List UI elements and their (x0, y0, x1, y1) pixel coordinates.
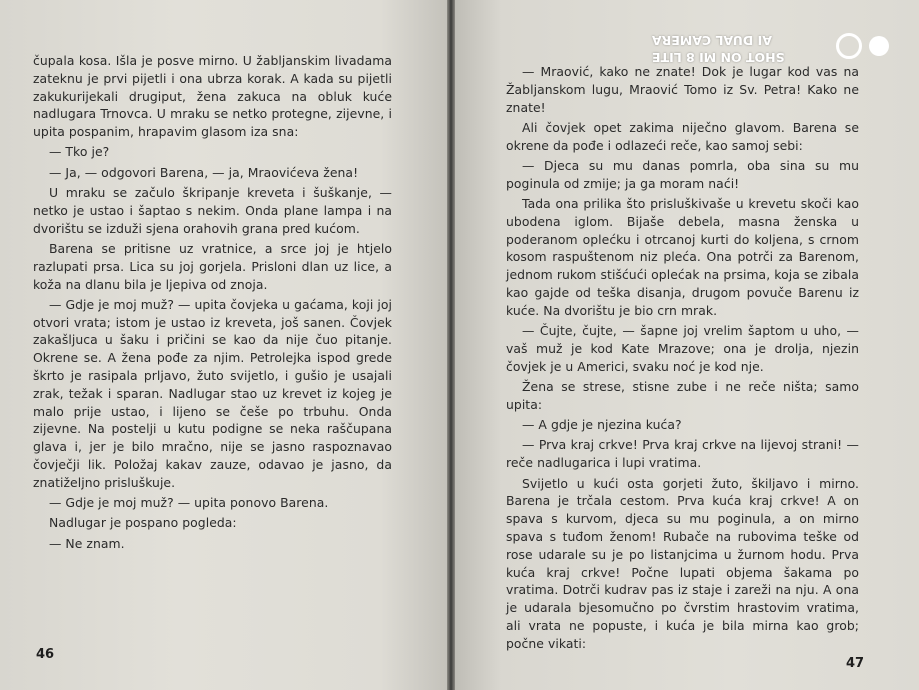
camera-lens-dot-icon (869, 36, 889, 56)
paragraph: — Gdje je moj muž? — upita ponovo Barena. (49, 495, 329, 511)
watermark-line-1: SHOT ON MI 8 LITE (652, 50, 785, 65)
paragraph: — Mraović, kako ne znate! Dok je lugar kod vas na Žabljanskom lugu, Mraović Tomo iz Sv. Petra! Kako ne znate! (506, 64, 859, 115)
page-number-left: 46 (36, 647, 55, 662)
paragraph: U mraku se začulo škripanje kreveta i šuškanje, — netko je ustao i šaptao s nekim. Onda plane lampa i na dvorištu se izduži sjena orahovih grana pred kućom. (33, 185, 392, 236)
book-gutter (447, 0, 455, 690)
paragraph: — Čujte, čujte, — šapne joj vrelim šaptom u uho, — vaš muž je kod Kate Mrazove; ona je drolja, njezin čovjek je u Americi, svaku noć je kod nje. (506, 323, 859, 374)
paragraph: Svijetlo u kući osta gorjeti žuto, škiljavo i mirno. Barena je trčala cestom. Prva kuća kraj crkve! A on spava s kurvom, djeca su mu poginula, a on mirno spava s tuđom ženom! Rubače na rubovima teške od rose udarale su je po listanjcima u žurnom hodu. Prva kuća kraj crkve! Počne lupati objema šakama po vratima. Dotrči kudrav pas iz staje i zareži na nju. A ona je udarala bjesomučno po čvrstim hrastovim vratima, ali vrata ne popuste, i kuća je bila mirna kao grob; počne vikati: (506, 475, 859, 651)
paragraph: Žena se strese, stisne zube i ne reče ništa; samo upita: (506, 379, 859, 412)
paragraph: — Ja, — odgovori Barena, — ja, Mraovićeva žena! (49, 164, 359, 180)
camera-watermark (652, 32, 858, 66)
paragraph: — Tko je? (49, 144, 110, 160)
paragraph: — Prva kraj crkve! Prva kraj crkve na lijevoj strani! — reče nadlugarica i lupi vratima. (506, 437, 859, 471)
camera-lens-ring-icon (836, 33, 862, 59)
paragraph: Barena se pritisne uz vratnice, a srce joj je htjelo razlupati prsa. Lica su joj gorjela. Prisloni dlan uz lice, a koža na dlanu bila je ljepiva od znoja. (33, 240, 392, 292)
paragraph: — Ne znam. (49, 535, 125, 551)
paragraph: čupala kosa. Išla je posve mirno. U žabljanskim livadama zateknu je prvi pijetli i ona ubrza korak. A kada su pijetli zakukurijekali drugiput, žena zakuca na obluk kuće nadlugara Trnovca. U mraku se netko protegne, zijevne, i upita pospanim, hrapavim glasom iza sna: (33, 53, 392, 140)
page-number-right: 47 (846, 656, 865, 671)
paragraph: Ali čovjek opet zakima niječno glavom. Barena se okrene da pođe i odlazeći reče, kao samoj sebi: (506, 119, 859, 153)
left-page-text (33, 52, 392, 555)
paragraph: — A gdje je njezina kuća? (522, 417, 682, 433)
watermark-line-2: AI DUAL CAMERA (652, 33, 772, 48)
paragraph: Tada ona prilika što prisluškivaše u krevetu skoči kao ubodena iglom. Bijaše debela, masna ženska u poderanom oplećku i otrcanoj kurti do koljena, s crnom kosom raspuštenom niz pleća. Ona potrči za Barenom, jednom rukom stišćući oplećak na prsima, koja se zibala kao gajde od teška disanja, drugom povuče Barenu iz kuće. Na dvorištu je bio crn mrak. (506, 196, 859, 318)
paragraph: — Gdje je moj muž? — upita čovjeka u gaćama, koji joj otvori vrata; istom je ustao iz kreveta, još sanen. Čovjek zakašljuca u šaku i pričini se kao da nije čuo pitanje. Okrene se. A žena pođe za njim. Petrolejka ispod grede škrto je rasipala prljavo, žuto svijetlo, i gušio je usajali zrak, težak i sparan. Nadlugar stao uz krevet iz kojeg je malo prije ustao, i lijeno se češe po trbuhu. Onda zijevne. Na postelji u kutu podigne se neka raščupana glava i, jer je bilo mračno, nije se jasno raspoznavao čovječji lik. Položaj kakav zauze, odavao je jasno, da znatiželjno prisluškuje. (33, 296, 392, 490)
paragraph: — Djeca su mu danas pomrla, oba sina su mu poginula od zmije; ja ga moram naći! (506, 157, 859, 191)
paragraph: Nadlugar je pospano pogleda: (49, 515, 237, 531)
right-page-text (506, 63, 859, 655)
right-page (455, 0, 919, 690)
left-page (0, 0, 447, 690)
